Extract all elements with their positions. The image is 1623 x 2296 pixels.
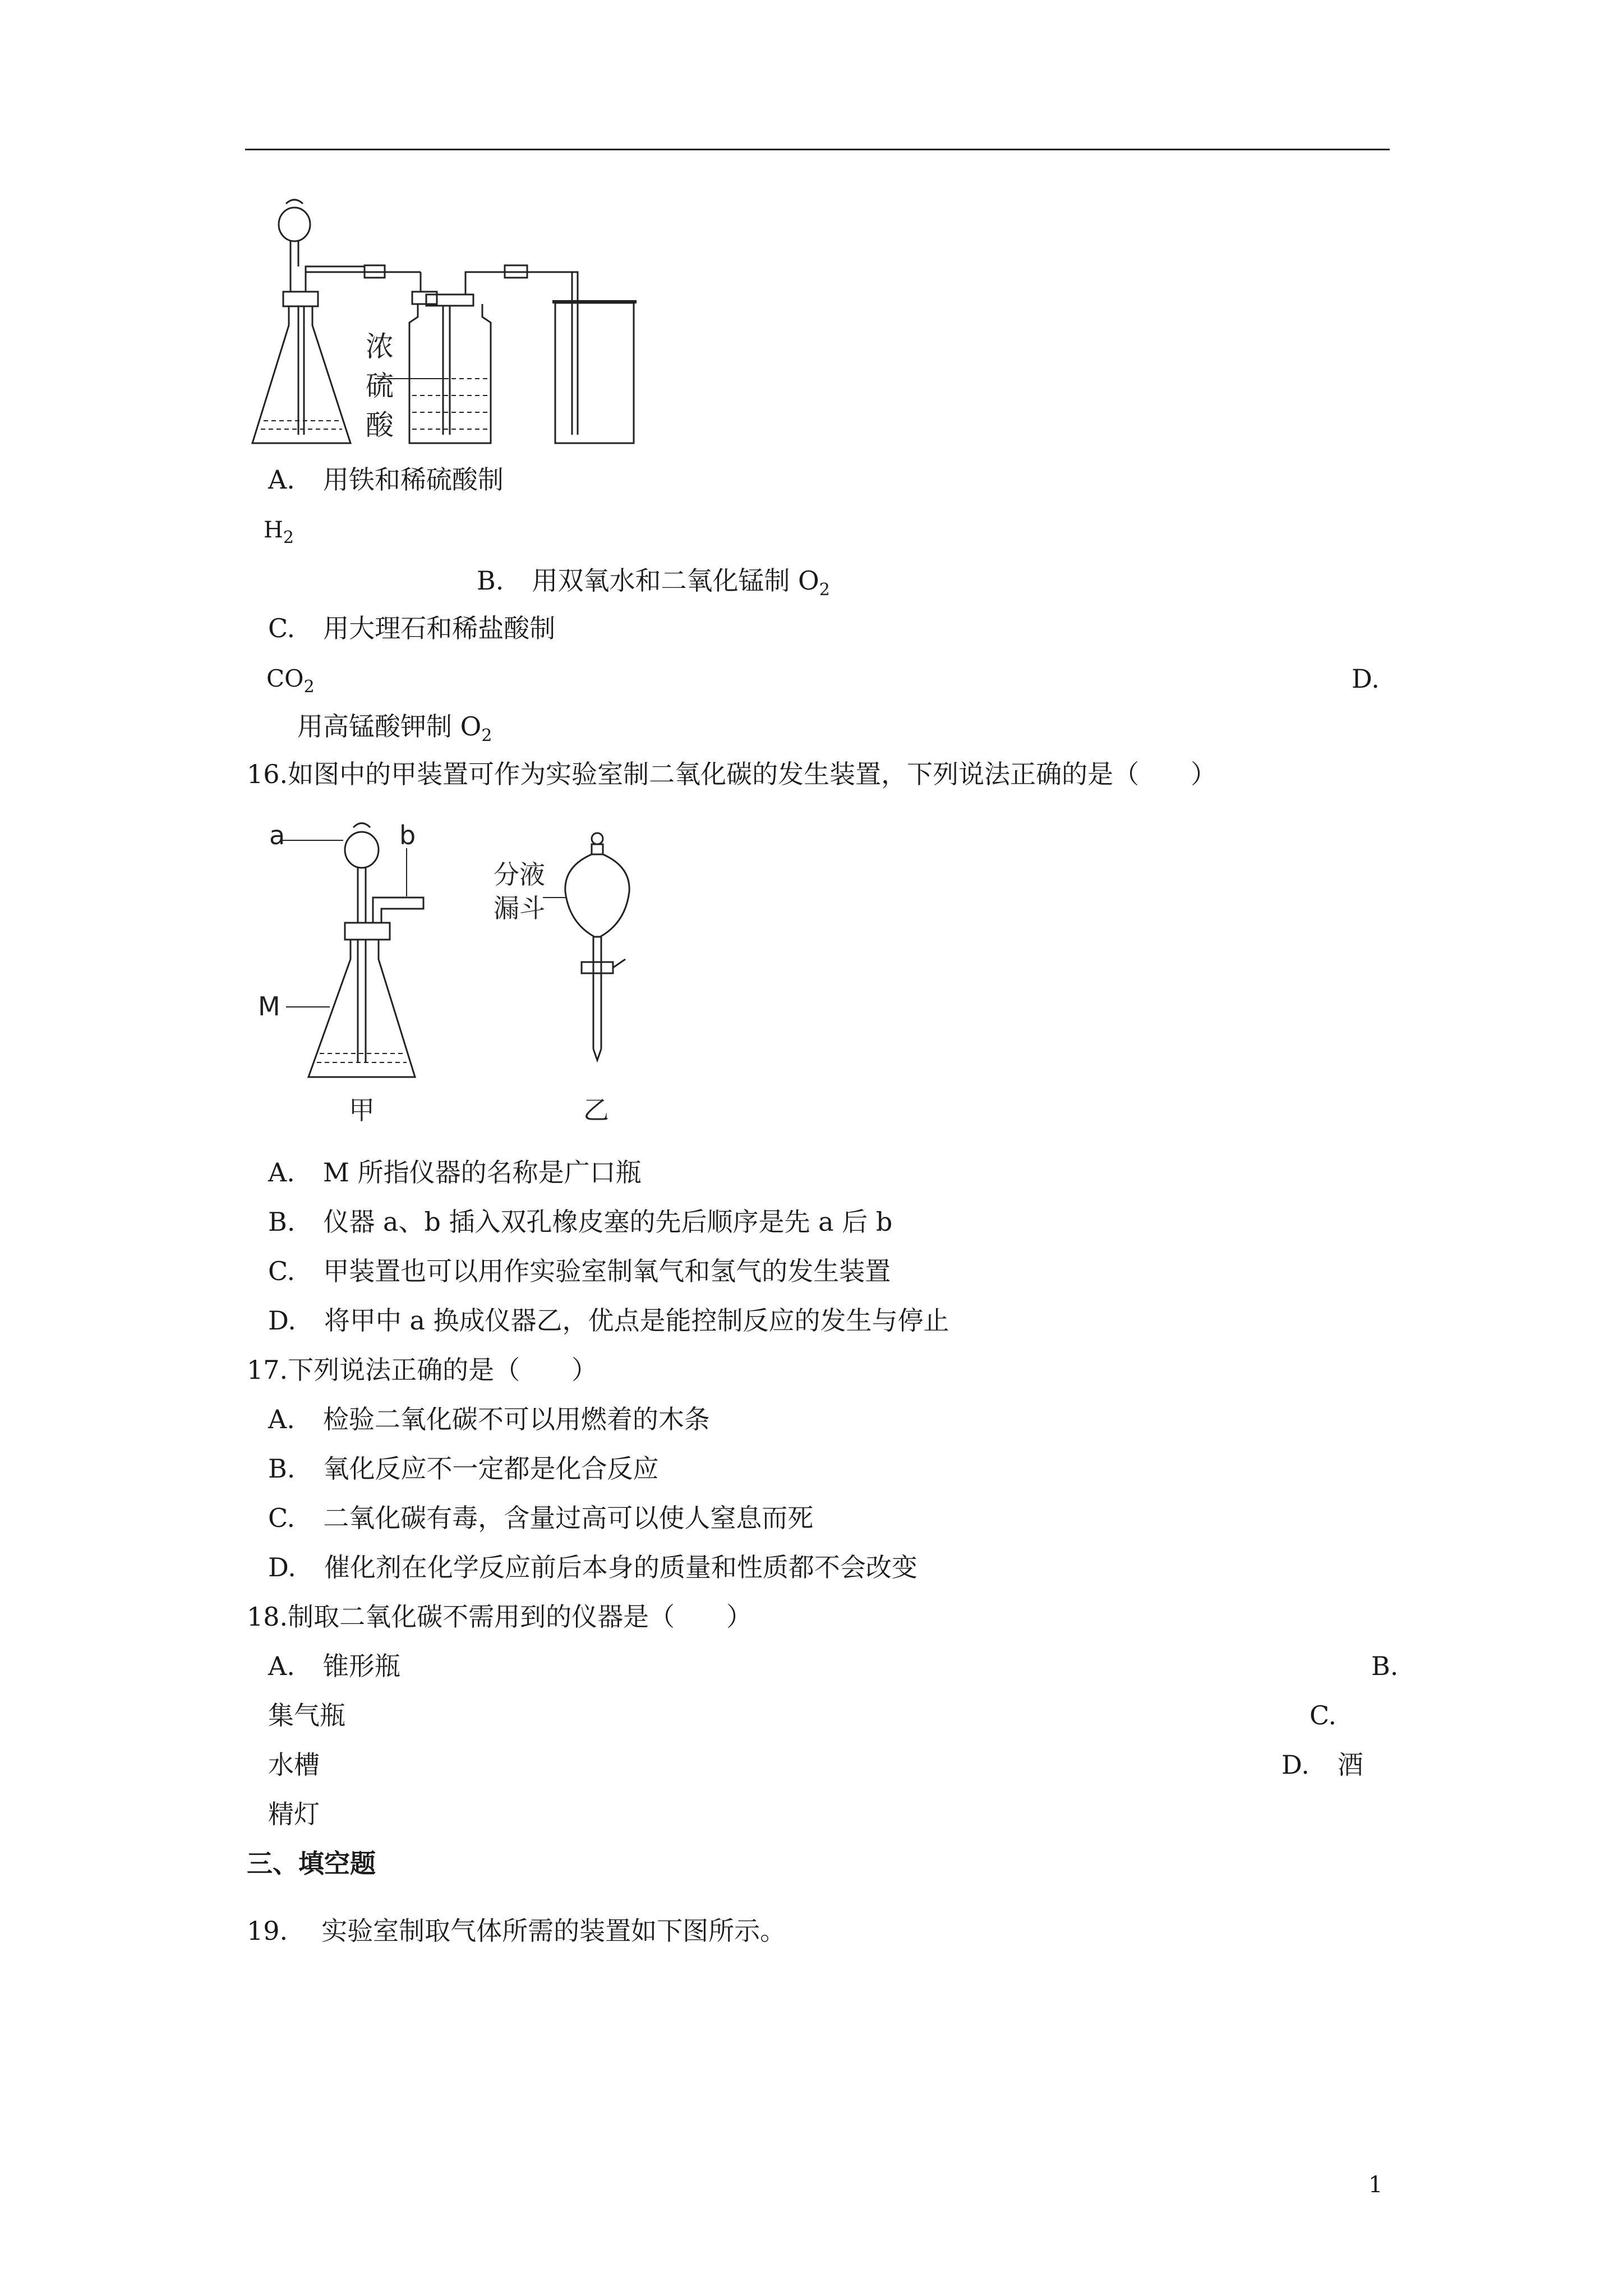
label-b: b xyxy=(399,820,416,850)
q15-option-c xyxy=(268,611,555,645)
q17-stem: 17.下列说法正确的是（ ） xyxy=(247,1355,598,1385)
page-number: 1 xyxy=(1368,2172,1383,2198)
q18-option-b-letter: B. xyxy=(1371,1651,1399,1681)
q15-option-d-letter: D. xyxy=(1352,664,1380,694)
apparatus-label-1: 浓 xyxy=(366,330,394,363)
q15-option-a xyxy=(268,463,504,496)
option-letter: A. xyxy=(268,464,295,495)
q17-option-c: C. 二氧化碳有毒，含量过高可以使人窒息而死 xyxy=(268,1503,814,1533)
q16-option-b: B. 仪器 a、b 插入双孔橡皮塞的先后顺序是先 a 后 b xyxy=(268,1207,893,1237)
q15-option-c-gas: $CO_2$ xyxy=(266,665,315,697)
option-text: 用铁和稀硫酸制 xyxy=(322,464,504,495)
option-text: 用双氧水和二氧化锰制 O xyxy=(532,565,819,596)
q17-option-a: A. 检验二氧化碳不可以用燃着的木条 xyxy=(268,1404,710,1434)
option-text: 用大理石和稀盐酸制 xyxy=(323,613,556,643)
q19-stem: 19. 实验室制取气体所需的装置如下图所示。 xyxy=(247,1916,786,1946)
header-rule xyxy=(245,149,1390,150)
q15-option-d: 用高锰酸钾制 $O_2$ xyxy=(297,711,492,746)
label-M: M xyxy=(258,991,280,1022)
label-jia: 甲 xyxy=(349,1095,375,1125)
q18-option-d-letter: D. 酒 xyxy=(1281,1750,1363,1780)
q16-apparatus-figure xyxy=(247,813,651,1139)
label-a: a xyxy=(269,820,285,850)
q16-option-a: A. M 所指仪器的名称是广口瓶 xyxy=(268,1157,642,1188)
q15-apparatus-figure xyxy=(241,194,645,457)
q16-option-d: D. 将甲中 a 换成仪器乙，优点是能控制反应的发生与停止 xyxy=(268,1305,949,1336)
option-text: 用高锰酸钾制 O xyxy=(297,711,482,742)
q15-option-a-gas: $H_2$ xyxy=(264,517,294,547)
q18-option-c-text: 水槽 xyxy=(268,1750,320,1780)
q18-option-c-letter: C. xyxy=(1310,1700,1337,1731)
q17-option-d: D. 催化剂在化学反应前后本身的质量和性质都不会改变 xyxy=(268,1552,917,1582)
option-letter: C. xyxy=(268,613,296,643)
q18-option-a: A. 锥形瓶 xyxy=(268,1651,400,1681)
q17-option-b: B. 氧化反应不一定都是化合反应 xyxy=(268,1453,659,1484)
q15-option-b: B. 用双氧水和二氧化锰制 $O_2$ xyxy=(477,565,830,600)
apparatus-label-2: 硫 xyxy=(366,370,394,402)
label-sep-funnel-1: 分液 xyxy=(494,859,545,890)
label-sep-funnel-2: 漏斗 xyxy=(494,893,545,923)
option-letter: B. xyxy=(477,565,504,596)
q18-option-d-text: 精灯 xyxy=(268,1799,320,1829)
label-yi: 乙 xyxy=(583,1095,609,1125)
apparatus-label-3: 酸 xyxy=(366,409,394,441)
q18-stem: 18.制取二氧化碳不需用到的仪器是（ ） xyxy=(247,1602,753,1632)
q18-option-b-text: 集气瓶 xyxy=(268,1700,345,1731)
q16-stem: 16.如图中的甲装置可作为实验室制二氧化碳的发生装置，下列说法正确的是（ ） xyxy=(247,759,1217,789)
section-heading: 三、填空题 xyxy=(247,1848,376,1879)
q16-option-c: C. 甲装置也可以用作实验室制氧气和氢气的发生装置 xyxy=(268,1256,891,1286)
